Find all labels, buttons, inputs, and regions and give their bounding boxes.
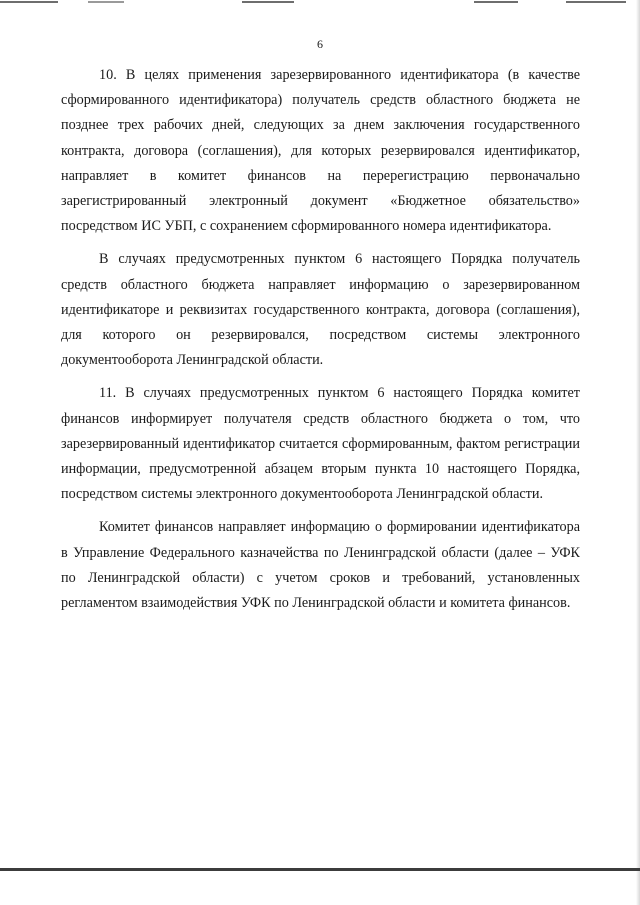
scan-edge-shadow (636, 0, 640, 905)
paragraph-10-second: В случаях предусмотренных пунктом 6 настоящего Порядка получатель средств областного бюджета направляет информацию о зарезервированном идентификаторе и реквизитах государственного контракта, договора (соглашения), для которого он резервировался, посредством системы электронного документооборота Ленинградской области. (61, 251, 580, 369)
paragraph-11: 11. В случаях предусмотренных пунктом 6 настоящего Порядка комитет финансов информирует получателя средств областного бюджета о том, что зарезервированный идентификатор считается сформированным, фактом регистрации информации, предусмотренной абзацем вторым пункта 10 настоящего Порядка, посредством системы электронного документооборота Ленинградской области. (61, 385, 580, 503)
paragraph-11-second: Комитет финансов направляет информацию о формировании идентификатора в Управление Федерального казначейства по Ленинградской области (далее – УФК по Ленинградской области) с учетом сроков и требований, установленных регламентом взаимодействия УФК по Ленинградской области и комитета финансов. (61, 519, 580, 612)
page-number: 6 (317, 37, 323, 51)
scan-top-artifacts (0, 0, 640, 6)
scan-bottom-line (0, 868, 640, 871)
paragraph-10: 10. В целях применения зарезервированного идентификатора (в качестве сформированного идентификатора) получатель средств областного бюджета не позднее трех рабочих дней, следующих за днем заключения государственного контракта, договора (соглашения), для которых резервировался идентификатор, направляет в комитет финансов на перерегистрацию первоначально зарегистрированный электронный документ «Бюджетное обязательство» посредством ИС УБП, с сохранением сформированного номера идентификатора. (61, 67, 580, 235)
document-body (61, 63, 580, 624)
